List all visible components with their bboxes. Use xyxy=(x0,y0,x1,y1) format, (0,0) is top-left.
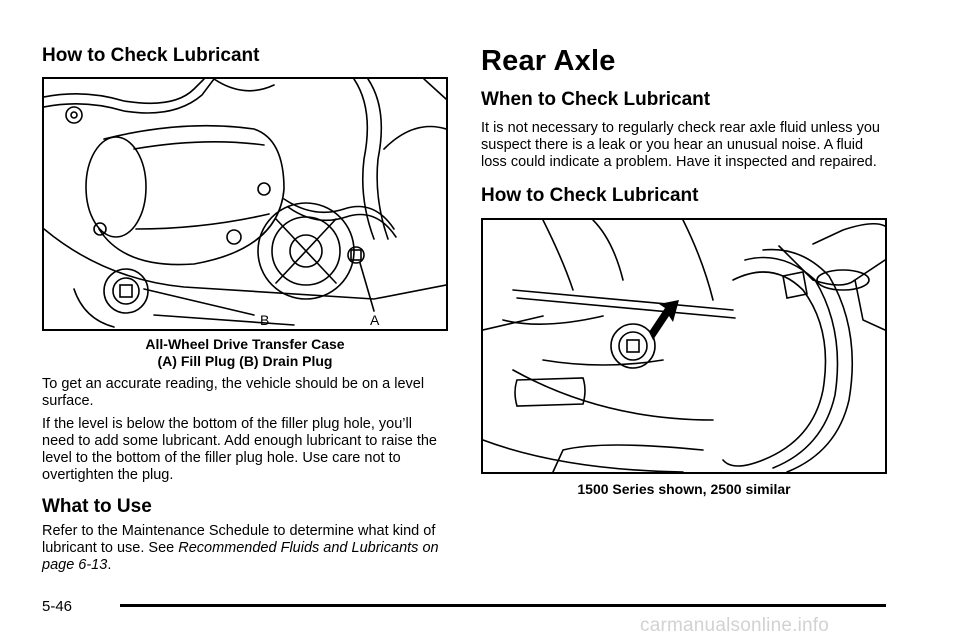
left-column xyxy=(42,44,448,574)
what-to-use-heading: What to Use xyxy=(42,496,152,517)
when-to-check-paragraph: It is not necessary to regularly check rear axle fluid unless you suspect there is a leak or you hear an unusual noise. A fluid loss could indicate a problem. Have it inspected and repaired. xyxy=(481,120,880,170)
page-number: 5-46 xyxy=(42,598,73,615)
rear-axle-figure xyxy=(481,218,887,474)
transfer-case-caption xyxy=(42,336,448,370)
fill-level-paragraph: If the level is below the bottom of the filler plug hole, you’ll need to add some lubricant. Add enough lubricant to raise the level to the bottom of the filler plug hole. Use care not to overtighten the plug. xyxy=(42,416,437,483)
rear-axle-title: Rear Axle xyxy=(481,45,616,77)
fluids-reference-link[interactable]: Recommended Fluids and Lubricants on page 6-13 xyxy=(42,540,439,573)
rear-axle-caption: 1500 Series shown, 2500 similar xyxy=(577,481,791,497)
what-to-use-text: Refer to the Maintenance Schedule to determine what kind of lubricant to use. See xyxy=(42,523,436,556)
transfer-case-heading: How to Check Lubricant xyxy=(42,45,260,66)
transfer-case-figure xyxy=(42,77,448,331)
what-to-use-paragraph xyxy=(42,523,448,574)
level-surface-paragraph: To get an accurate reading, the vehicle should be on a level surface. xyxy=(42,376,425,409)
footer-rule xyxy=(120,604,886,607)
rear-axle-illustration xyxy=(483,220,885,472)
transfer-case-illustration xyxy=(44,79,446,329)
right-column xyxy=(481,44,887,498)
watermark: carmanualsonline.info xyxy=(640,615,830,636)
fill-plug-arrow-icon xyxy=(649,300,679,340)
axle-how-to-check-heading: How to Check Lubricant xyxy=(481,185,699,206)
caption-line-1: All-Wheel Drive Transfer Case xyxy=(145,336,345,352)
what-to-use-end: . xyxy=(107,557,112,573)
drain-plug-label: B xyxy=(260,312,270,328)
when-to-check-heading: When to Check Lubricant xyxy=(481,89,711,110)
fill-plug-label: A xyxy=(370,312,380,328)
caption-line-2: (A) Fill Plug (B) Drain Plug xyxy=(157,353,333,369)
